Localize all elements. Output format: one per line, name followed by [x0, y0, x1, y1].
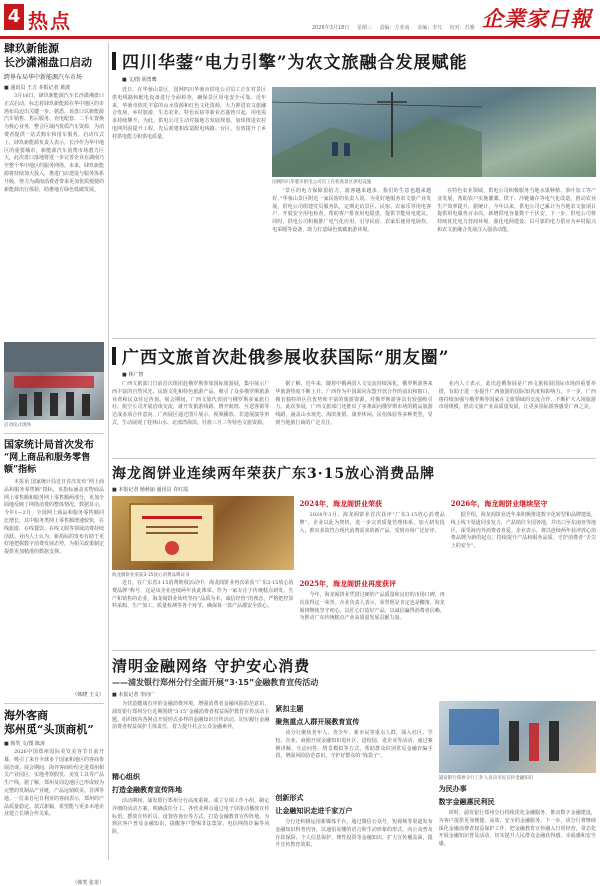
article-huaying — [112, 48, 596, 338]
edition-designer: 美编：李凡 — [417, 25, 443, 31]
article-body: 据介绍，海龙阁饼业近年来积极推进数字化转型和品牌建设，线上线下渠道同步发力，产品销往全国各地，并出口至东南亚等地区，深受海内外消费者喜爱。企业表示，将以连续两年获评放心消费品牌为新的起点，持续提升产品和服务品质，守护消费者“舌尖上的安全”。 — [450, 512, 596, 550]
article-byline: ■ 本报记者 杨秋丽 通讯员 许红霞 — [112, 487, 189, 493]
article-body: 近日，在广东省3·15消费维权活动中，海龙阁饼业再次荣获“广东3·15放心消费品牌”称号，这是该企业连续两年获此殊荣。作为一家专注于传统糕点研发、生产和销售的企业，海龙阁饼业始终坚持“品质为本、诚信经营”的理念，严格把控原料采购、生产加工、质量检测等各个环节，确保每一款产品都安全放心。 — [112, 580, 294, 610]
edition-editor: 责编：方亚南 — [379, 25, 410, 31]
article-title: 广西文旅首次赴俄参展收获国际“朋友圈” — [122, 348, 450, 368]
certificate-illustration — [112, 496, 232, 570]
article-column-1 — [112, 381, 269, 451]
article-body: 该分行聚焦老年人、青少年、新市民等重点人群，深入社区、学校、企业、商圈开展金融知识进社区、进校园、进企业等活动，通过案例讲解、互动问答、情景模拟等方式，帮助群众识别常见金融诈骗手段，增强风险防范意识，守护好群众的“钱袋子”。 — [275, 730, 433, 760]
article-title: 四川华蓥“电力引擎”为农文旅融合发展赋能 — [122, 53, 468, 73]
article-subhead: 2026年，海龙阁饼业继续坚守 — [450, 499, 548, 508]
page-number-badge: 4 — [4, 4, 24, 30]
article-subhead: 创新形式 — [275, 793, 304, 802]
article-column-2 — [275, 701, 432, 877]
launch-ceremony-photo — [4, 342, 104, 420]
article-body: 活动期间，浦发银行郑州分行高度重视，成立专项工作小组，制定详细的活动方案，明确责任分工。各营业网点通过电子屏滚动播放宣传标语、摆放宣传折页、设置咨询台等方式，打造金融教育宣传阵地，为到店客户普及金融知识，提醒客户警惕非法集资、电信网络诈骗等风险。 — [112, 798, 270, 836]
article-body: 2024年3月，海龙阁饼业首次获评“广东3·15放心消费品牌”，企业以此为契机，进一步完善质量管理体系，加大研发投入，推出多款符合现代消费需求的新产品，受到市场广泛好评。 — [299, 512, 445, 534]
power-inspection-photo — [272, 87, 596, 177]
article-subhead: 2025年，海龙阁饼业再度获评 — [299, 579, 397, 588]
article-columns — [112, 381, 596, 451]
article-subhead: 紧扣主题 — [275, 704, 304, 713]
finance-education-photo — [439, 701, 596, 773]
article-column-photo — [112, 496, 294, 652]
article-end-credit: （韩晓 王文） — [72, 692, 104, 698]
article-byline: ■ 通讯员 王力 本报记者 黄波 — [4, 85, 71, 91]
article-body: 业内人士表示，此次赴俄参展是广西文旅拓展国际市场的重要举措，有助于进一步提升广西旅游的国际知名度和影响力。下一步，广西将持续加强与俄罗斯等国家在文旅领域的交流合作，不断扩大入境旅游市场规模，推动文旅产业高质量发展，让更多国际游客感受广西之美。 — [438, 381, 596, 411]
article-body: 广西文旅部门日前首次组团赴俄罗斯参加国际旅游展，集中展示广西丰富的自然风光、民族文化和特色旅游产品，吸引了众多俄罗斯旅游业者和民众驻足咨询。展会期间，广西文旅代表团与俄罗斯多家旅行社、航空公司开展洽谈交流，就开发旅游线路、增开航班、互送客源等达成多项合作意向。广西展区通过图片展示、视频播放、非遗展演等形式，生动展现了桂林山水、北部湾海滨、壮族三月三等特色文旅资源。 — [112, 381, 270, 426]
article-haiwai — [4, 709, 104, 886]
article-title: 肆玖新能源 — [4, 42, 59, 55]
edition-date: 2026年3月18日 — [312, 25, 350, 31]
article-headline-row — [112, 48, 596, 73]
article-title: 海龙阁饼业连续两年荣获广东3·15放心消费品牌 — [112, 466, 436, 482]
left-column — [4, 42, 105, 886]
award-certificate-photo — [112, 496, 294, 570]
article-column-2 — [275, 381, 432, 451]
article-title: 清明金融网络 守护安心消费 — [112, 657, 311, 675]
article-body: 近日，在华蓥山景区，国网四川华蓥市供电公司员工正在对景区供电线路和配电设备进行全面检查，确保景区用电安全可靠。近年来，华蓥市依托丰富的山水资源和红色文化资源，大力推进农文旅融合发展，乡村旅游、生态农业、特色民宿等新业态蓬勃兴起，用电需求持续攀升。为此，供电公司主动对接地方发展规划，加快推进农村电网巩固提升工程，先后新建和改造配电线路、台区，有效提升了乡村供电能力和供电质量。 — [112, 87, 267, 140]
article-title-line2: 郑州觅“头顶商机” — [4, 723, 94, 736]
article-column-3 — [439, 701, 596, 877]
section-title: 热点 — [28, 9, 72, 33]
article-body: 2026中国郑州国际美发美容节日前开幕，吸引了来自全球多个国家和地区的客商参展洽谈。展会期间，海外客商纷纷走进郑州相关产业园区，实地考察假发、美发工具等产品生产线。据了解，郑州及周边地区已形成较为完整的发制品产业链，产品远销欧美、非洲等地。一位来自尼日利亚的客商表示，郑州的产品质量稳定、款式新颖，希望能与更多本地企业建立长期合作关系。 — [4, 749, 105, 818]
header-rule — [0, 36, 600, 39]
ceremony-illustration — [4, 342, 104, 420]
article-body: 在特色农业领域，供电公司积极服务当地水果种植、茶叶加工等产业发展，帮助农户实施灌溉、烘干、冷链储存等电气化改造，推动农业生产效率提升。据统计，今年以来，供电公司已累计为当地农文旅项目提供用电服务百余次，新增供电容量数千千伏安。下一步，供电公司将持续优化电力营商环境，强化电网建设，以可靠的电力供应为乡村振兴和农文旅融合发展注入强劲动能。 — [437, 188, 596, 233]
power-line-illustration — [272, 87, 482, 177]
article-byline: ■ 文/图 胡勇鹰 — [122, 77, 157, 83]
article-subhead-line2: 聚焦重点人群开展教育宣传 — [275, 717, 360, 726]
section-divider — [4, 703, 104, 704]
article-tongjiju — [4, 439, 104, 698]
article-title: 国家统计局首次发布 — [4, 440, 94, 451]
headline-bar — [112, 52, 116, 70]
article-xinnengyuan — [4, 42, 104, 428]
article-subhead-line2: 让金融知识走进千家万户 — [275, 806, 353, 815]
article-byline: ■ 韩笑 文/图 陈涛 — [4, 741, 46, 747]
article-column-1 — [112, 87, 266, 320]
edition-weekday: 星期三 — [356, 25, 372, 31]
photo-caption: 海龙阁饼业荣获3·15放心消费品牌证书 — [112, 573, 190, 578]
photo-caption: 启动仪式现场 — [4, 423, 31, 428]
main-area — [112, 42, 596, 860]
article-title: 海外客商 — [4, 709, 48, 722]
photo-lower-columns — [272, 188, 596, 320]
column-divider — [108, 42, 109, 860]
photo-caption: 浦发银行郑州分行工作人员向市民宣传金融知识 — [438, 776, 534, 781]
article-guangxi — [112, 338, 596, 458]
article-column-2a — [272, 188, 431, 320]
article-column-1 — [112, 701, 269, 877]
article-column-3 — [439, 381, 596, 451]
edition-proof: 校对：苏雅 — [449, 25, 475, 31]
article-columns — [112, 496, 596, 652]
finance-education-illustration — [439, 701, 589, 773]
masthead — [0, 0, 600, 36]
article-title-line2: 长沙潇湘盘口启动 — [4, 56, 92, 69]
article-body: 为营造健康有序的金融消费环境，增强消费者金融风险防范意识，浦发银行郑州分行近期围绕“3·15”金融消费者权益保护教育宣传活动主题，组织辖内各网点开展形式多样的金融知识宣传活动，切实履行金融消费者权益保护主体责任，着力提升社会公众金融素养。 — [112, 701, 270, 731]
article-subhead-line2: 打造金融教育宣传阵地 — [112, 785, 182, 794]
article-pufa — [112, 650, 596, 862]
article-subtitle: ——浦发银行郑州分行全面开展“3·15”金融教育宣传活动 — [112, 678, 319, 687]
article-hailongge — [112, 458, 596, 650]
article-body: 分行还积极运用新媒体平台，通过微信公众号、短视频等渠道发布金融知识科普内容，以通俗易懂的语言和生动形象的形式，向公众普及存款保险、个人信息保护、理性投资等金融知识，扩大宣传覆盖面，提升宣传教育效果。 — [275, 819, 433, 849]
article-subhead: 精心组织 — [112, 772, 140, 781]
article-column-2 — [300, 496, 445, 652]
article-title-line2: “网上商品和服务零售额”指标 — [4, 453, 91, 475]
article-column-2b — [437, 188, 596, 320]
article-end-credit: （韩笑 张龙） — [72, 880, 104, 886]
article-body: 同时，浦发银行郑州分行持续优化金融服务，推动数字金融建设，为客户提供更加便捷、高效、安全的金融服务。下一步，该分行将继续深化金融消费者权益保护工作，把金融教育宣传融入日常经营，常态化开展金融知识普及活动，切实提升人民群众金融获得感、幸福感和安全感。 — [438, 810, 596, 848]
article-byline: ■ 林广智 — [122, 372, 144, 378]
photo-caption: 国网四川华蓥市供电公司员工在检查景区供电设施 — [272, 180, 372, 185]
newspaper-logo: 企業家日報 — [482, 6, 592, 31]
article-headline-row — [112, 343, 596, 368]
article-body: 本报讯 国家统计局近日首次发布“网上商品和服务零售额”指标，该指标涵盖实物商品网上零售额和服务网上零售额两部分，更加全面地反映了网络消费的整体情况。数据显示，今年1—2月，全国网上商品和服务零售额同比增长，其中服务类网上零售额增速较快，在线旅游、在线餐饮、在线文娱等领域消费持续活跃。业内人士认为，新指标的发布有助于更好地把握数字消费发展态势，为相关政策制定提供更加精准的数据支撑。 — [4, 479, 105, 556]
article-body: 据了解，近年来，随着中俄两国人文交流持续深化，俄罗斯游客来华旅游热度不断上升。广西作为中国面向东盟开放合作的前沿和窗口，拥有独特的区位优势和丰富的旅游资源，对俄罗斯游客具有较强吸引力。此次参展，广西文旅部门还推出了多条面向俄罗斯市场的精品旅游线路，涵盖山水观光、海滨度假、康养休闲、民俗体验等多种类型，受到当地旅行商的广泛关注。 — [275, 381, 433, 426]
article-subhead: 为民办事 — [438, 784, 467, 793]
article-body: 3月16日，肆玖新能源汽车长沙潇湘盘口正式启动，标志着肆玖新能源在华中地区的市场布局迈出关键一步。据悉，该盘口以新能源汽车销售、售后服务、充电配套、二手车置换为核心业务，整合区域内优质汽车资源，为消费者提供一站式购车和用车服务。启动仪式上，肆玖新能源负责人表示，长沙作为华中地区的重要城市，新能源汽车消费市场潜力巨大，此次盘口落地将进一步完善企业在湖南乃至整个华中地区的服务网络。未来，肆玖新能源将持续加大投入，推进门店建设与服务体系升级，努力为湖南消费者带来更加优质便捷的新能源出行体验，助推地方绿色低碳发展。 — [4, 93, 105, 193]
article-columns — [112, 701, 596, 877]
article-byline: ■ 本报记者 李向广 — [112, 692, 155, 698]
article-subhead-line2: 数字金融惠民利民 — [438, 797, 495, 806]
article-subhead: 2024年，海龙阁饼业荣获 — [299, 499, 383, 508]
section-divider — [4, 433, 104, 434]
article-column-2 — [272, 87, 596, 320]
article-column-3 — [451, 496, 596, 652]
article-subtitle: 跨界布局华中新能源汽车市场 — [4, 74, 83, 81]
edition-meta — [312, 24, 481, 31]
article-columns — [112, 87, 596, 320]
headline-bar — [112, 347, 116, 365]
article-body: “景区的电力保障很给力，游客越来越多，我们的生意也越来越好。”华蓥山景区附近一家民宿的负责人说。为更好地服务农文旅产业发展，供电公司组建党员服务队，定期走访景区、民宿、农家乐等用电客户，开展安全用电检查，帮助客户排查用电隐患，提供节能用电建议。同时，供电公司积极推广电气化应用，引导民宿、农家乐使用电厨炊、电采暖等设备，助力打造绿色低碳旅游环境。 — [272, 188, 432, 233]
article-body: 今年，海龙阁饼业凭借过硬的产品质量和良好的市场口碑，再次获得这一荣誉。企业负责人表示，荣誉既是肯定也是鞭策，海龙阁将继续坚守初心，以匠心打造好产品，以诚信赢得消费者信赖，为推动广东传统糕点产业高质量发展贡献力量。 — [299, 592, 445, 622]
